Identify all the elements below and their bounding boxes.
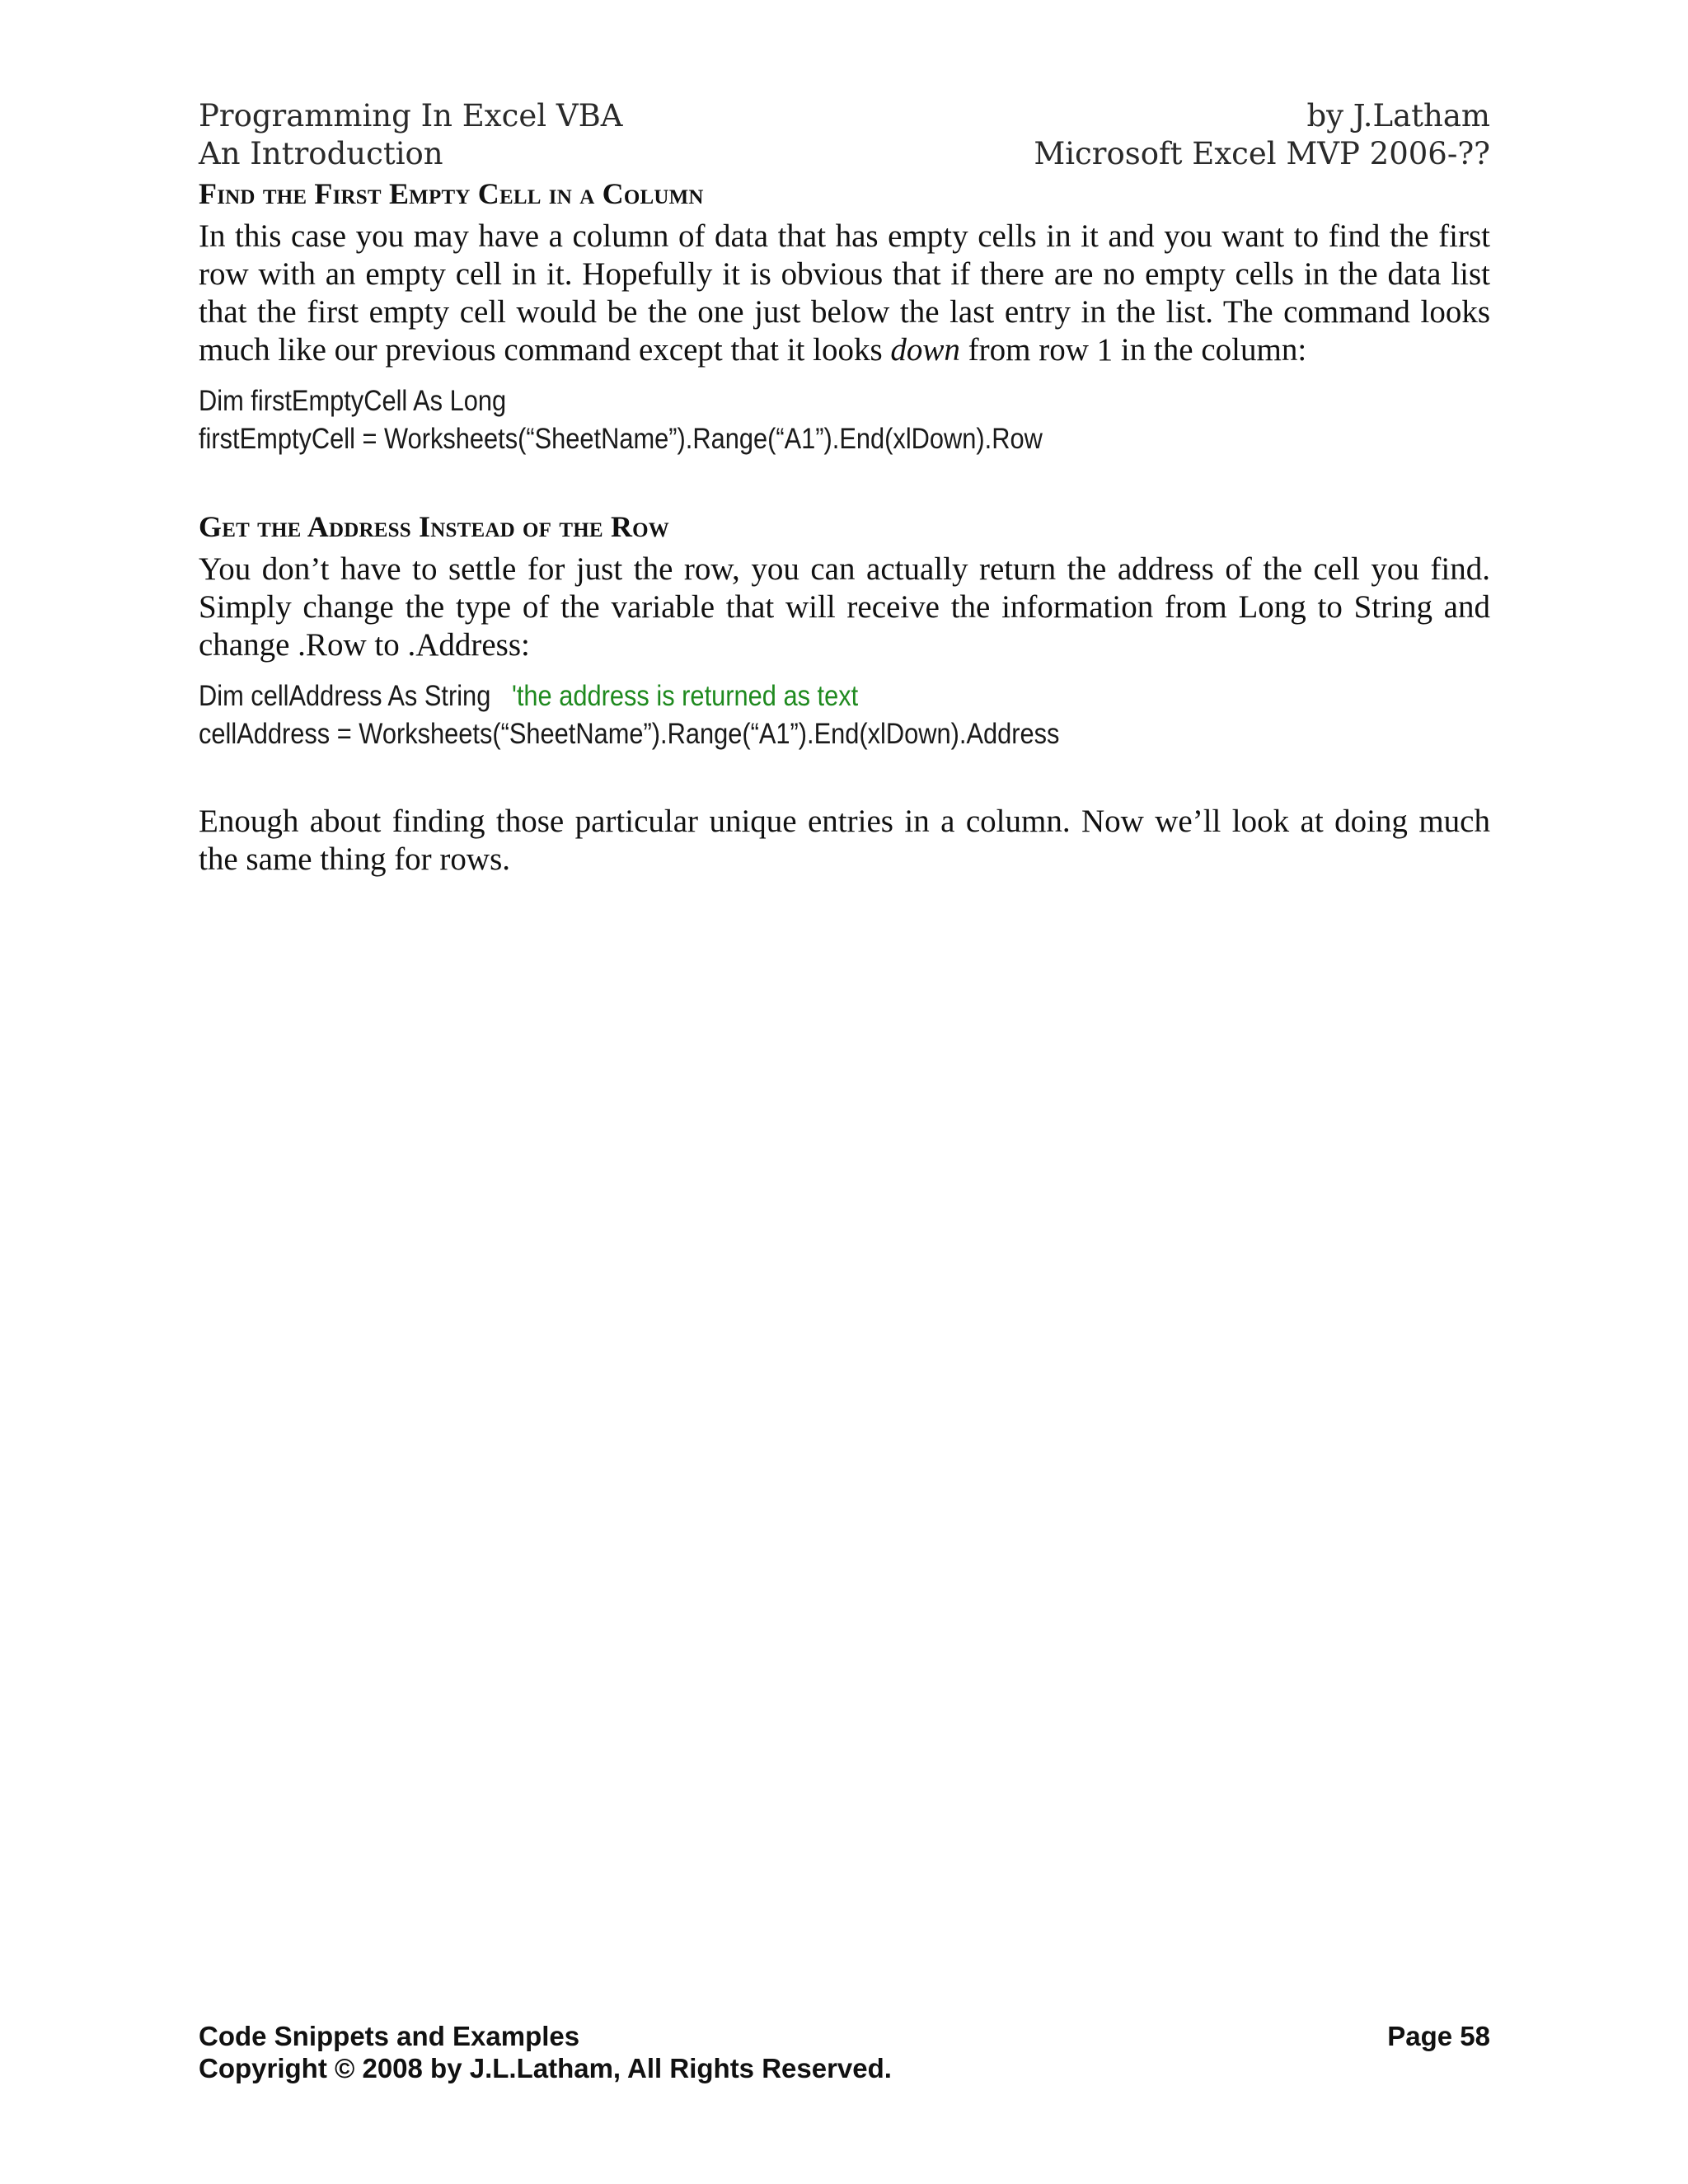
code-block-first-empty-cell [199,382,1335,458]
section-paragraph-get-address: You don’t have to settle for just the row, you can actually return the address of the cell you find. Simply change the type of the variable that will receive the information from Long to String and change .Row to .Address: [199,551,1490,663]
code-line: firstEmptyCell = Worksheets(“SheetName”).Range(“A1”).End(xlDown).Row [199,423,1043,455]
header-credential: Microsoft Excel MVP 2006-?? [1034,136,1490,171]
page-header-row-2 [199,135,1490,173]
header-title: Programming In Excel VBA [199,98,623,134]
paragraph-text: In this case you may have a column of data that has empty cells in it and you want to find the first row with an empty cell in it. Hopefully it is obvious that if there are no empty cells in the data list that the first empty cell would be the one just below the last entry in the list. The command looks much like our previous command except that it looks [199,218,1490,368]
closing-paragraph: Enough about finding those particular unique entries in a column. Now we’ll look at doing much the same thing for rows. [199,804,1490,877]
page-header-row-1 [199,97,1490,135]
spacer [199,458,1490,506]
code-text: Dim cellAddress As String [199,680,512,712]
header-subtitle: An Introduction [199,136,443,171]
footer-section-title: Code Snippets and Examples [199,2021,580,2051]
footer-copyright: Copyright © 2008 by J.L.Latham, All Rights Reserved. [199,2053,892,2083]
page-content [199,97,1490,879]
footer-row-2 [199,2052,1490,2084]
code-line [199,677,1335,715]
section-paragraph-first-empty-cell [199,218,1490,369]
page-number: Page 58 [1387,2021,1490,2051]
paragraph-text: from row 1 in the column: [959,332,1307,368]
page-footer [199,2020,1490,2084]
code-line: cellAddress = Worksheets(“SheetName”).Range(“A1”).End(xlDown).Address [199,718,1060,750]
footer-row-1 [199,2020,1490,2052]
section-heading-first-empty-cell: Find the First Empty Cell in a Column [199,177,704,210]
code-block-get-address [199,677,1335,753]
section-heading-get-address: Get the Address Instead of the Row [199,510,669,543]
spacer [199,753,1490,798]
code-line: Dim firstEmptyCell As Long [199,385,507,417]
header-author: by J.Latham [1306,98,1490,134]
paragraph-emphasis: down [890,332,960,368]
code-comment: 'the address is returned as text [511,680,859,712]
